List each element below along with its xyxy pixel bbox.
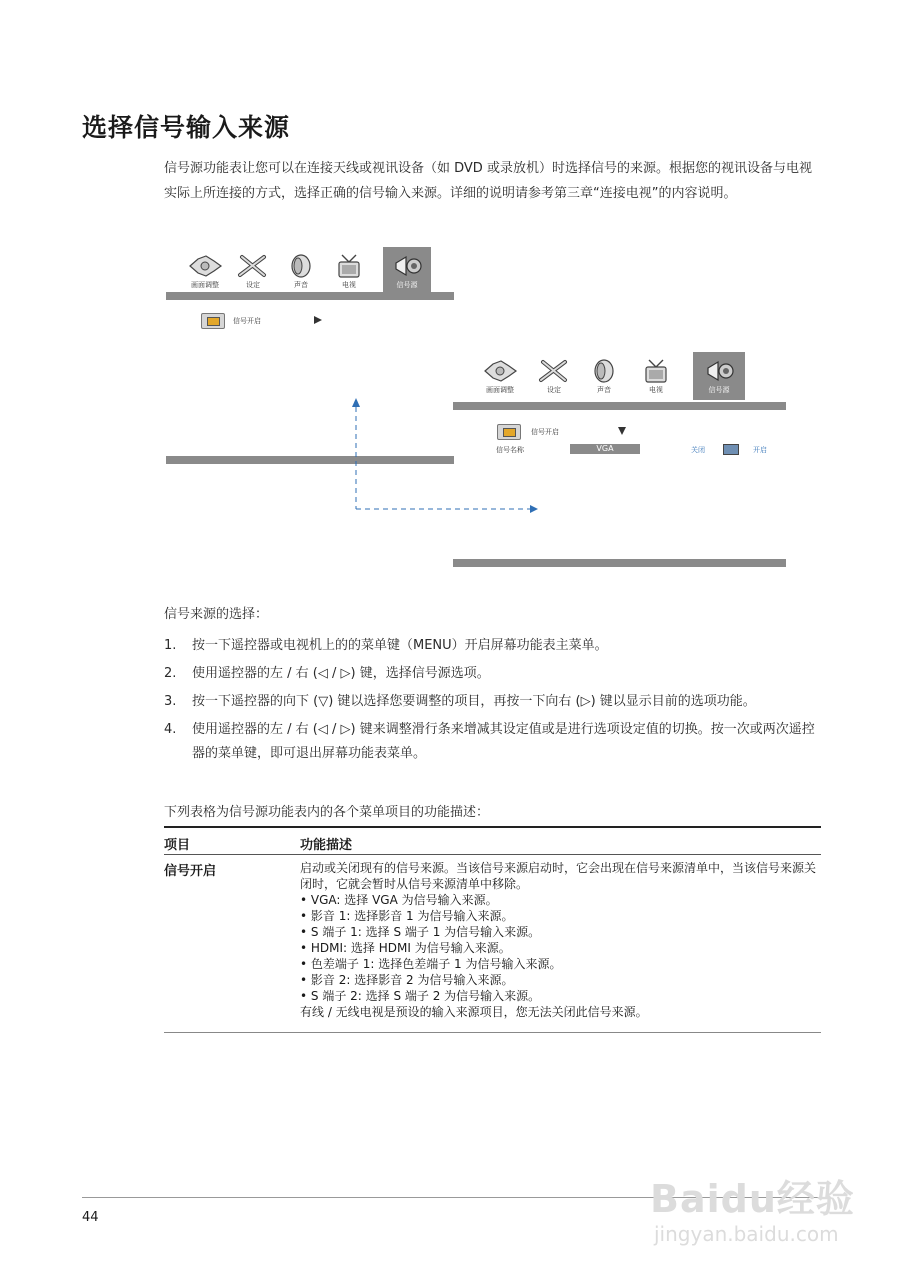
selection-label: 信号来源的选择：: [164, 607, 269, 622]
menu1-bar: [166, 247, 456, 297]
off-option[interactable]: 关闭: [691, 446, 705, 454]
menu2-item-label: 设定: [547, 386, 561, 394]
speaker-icon: [585, 358, 623, 384]
menu2-row-label: 信号开启: [531, 428, 559, 436]
menu1-item-label: 信号源: [396, 281, 418, 289]
menu2-bottom-bar: [453, 559, 786, 567]
step-number: 2.: [164, 666, 177, 681]
input-source-icon: [388, 253, 426, 279]
signal-name-label: 信号名称: [496, 446, 524, 454]
signal-source-icon: [497, 424, 521, 440]
desc-line: • 色差端子 1: 选择色差端子 1 为信号输入来源。: [300, 957, 562, 971]
page-number: 44: [82, 1210, 99, 1225]
step-text: 按一下遥控器的向下 (▽) 键以选择您要调整的项目，再按一下向右 (▷) 键以显示目前的选项功能。: [192, 694, 756, 709]
desc-line: • S 端子 1: 选择 S 端子 1 为信号输入来源。: [300, 925, 541, 939]
menu1-item-label: 画面调整: [191, 281, 219, 289]
watermark-url: jingyan.baidu.com: [654, 1222, 839, 1246]
menu2-item-sound[interactable]: [577, 352, 631, 400]
menu1-row-label: 信号开启: [233, 317, 261, 325]
step-item: [164, 634, 824, 658]
menu1-item-settings[interactable]: [226, 247, 280, 295]
menu2-item-label: 画面调整: [486, 386, 514, 394]
menu1-item-label: 电视: [342, 281, 356, 289]
steps-list: [164, 634, 824, 770]
menu2-bar: [453, 352, 788, 402]
table-cell-item: 信号开启: [164, 864, 217, 879]
menu2-item-label: 信号源: [708, 386, 730, 394]
table-header-rule: [164, 854, 821, 855]
table-bottom-rule: [164, 1032, 821, 1033]
menu1-top-bar: [166, 292, 454, 300]
signal-name-value[interactable]: VGA: [570, 444, 640, 454]
table-cell-desc: [300, 860, 822, 1020]
step-number: 1.: [164, 638, 177, 653]
desc-line: • VGA: 选择 VGA 为信号输入来源。: [300, 893, 498, 907]
watermark-brand: Baidu经验: [650, 1177, 855, 1221]
menu1-item-picture[interactable]: [178, 247, 232, 295]
tv-icon: [330, 253, 368, 279]
step-item: [164, 690, 824, 714]
menu2-item-tv[interactable]: [629, 352, 683, 400]
speaker-icon: [282, 253, 320, 279]
on-option[interactable]: 开启: [753, 446, 767, 454]
picture-icon: [186, 253, 224, 279]
step-number: 4.: [164, 722, 177, 737]
tv-icon: [637, 358, 675, 384]
menu2-item-picture[interactable]: [473, 352, 527, 400]
desc-line: 启动或关闭现有的信号来源。当该信号来源启动时，它会出现在信号来源清单中，当该信号来源关闭时，它就会暂时从信号来源清单中移除。: [300, 861, 817, 891]
step-item: [164, 718, 824, 766]
table-intro: 下列表格为信号源功能表内的各个菜单项目的功能描述：: [164, 805, 490, 820]
menu1-item-label: 设定: [246, 281, 260, 289]
desc-line: • 影音 2: 选择影音 2 为信号输入来源。: [300, 973, 514, 987]
step-number: 3.: [164, 694, 177, 709]
step-text: 按一下遥控器或电视机上的的菜单键（MENU）开启屏幕功能表主菜单。: [192, 638, 608, 653]
table-header-desc: 功能描述: [300, 838, 353, 853]
menu2-top-bar: [453, 402, 786, 410]
menu1-item-sound[interactable]: [274, 247, 328, 295]
tools-icon: [535, 358, 573, 384]
intro-paragraph: 信号源功能表让您可以在连接天线或视讯设备（如 DVD 或录放机）时选择信号的来源。根据您的视讯设备与电视实际上所连接的方式，选择正确的信号输入来源。详细的说明请参考第三章“连接电视”的内容说明。: [164, 161, 812, 201]
menu2-item-source[interactable]: [693, 352, 745, 400]
picture-icon: [481, 358, 519, 384]
desc-line: 有线 / 无线电视是预设的输入来源项目，您无法关闭此信号来源。: [300, 1005, 648, 1019]
desc-line: • S 端子 2: 选择 S 端子 2 为信号输入来源。: [300, 989, 541, 1003]
step-text: 使用遥控器的左 / 右 (◁ / ▷) 键来调整滑行条来增减其设定值或是进行选项设定值的切换。按一次或两次遥控器的菜单键，即可退出屏幕功能表菜单。: [192, 722, 815, 761]
page-title: 选择信号输入来源: [82, 113, 291, 142]
baidu-watermark: [648, 1150, 858, 1260]
pointer-icon: [313, 315, 323, 325]
desc-line: • HDMI: 选择 HDMI 为信号输入来源。: [300, 941, 511, 955]
pointer-down-icon: [617, 426, 627, 436]
menu2-item-label: 声音: [597, 386, 611, 394]
table-top-rule: [164, 826, 821, 828]
step-text: 使用遥控器的左 / 右 (◁ / ▷) 键，选择信号源选项。: [192, 666, 490, 681]
menu1-item-source[interactable]: [383, 247, 431, 295]
tools-icon: [234, 253, 272, 279]
table-header-item: 项目: [164, 838, 191, 853]
toggle-screen-icon[interactable]: [723, 444, 739, 455]
menu2-item-settings[interactable]: [527, 352, 581, 400]
step-item: [164, 662, 824, 686]
desc-line: • 影音 1: 选择影音 1 为信号输入来源。: [300, 909, 514, 923]
input-source-icon: [700, 358, 738, 384]
signal-source-icon: [201, 313, 225, 329]
flow-arrow: [345, 395, 545, 520]
menu1-item-tv[interactable]: [322, 247, 376, 295]
menu2-item-label: 电视: [649, 386, 663, 394]
menu1-item-label: 声音: [294, 281, 308, 289]
